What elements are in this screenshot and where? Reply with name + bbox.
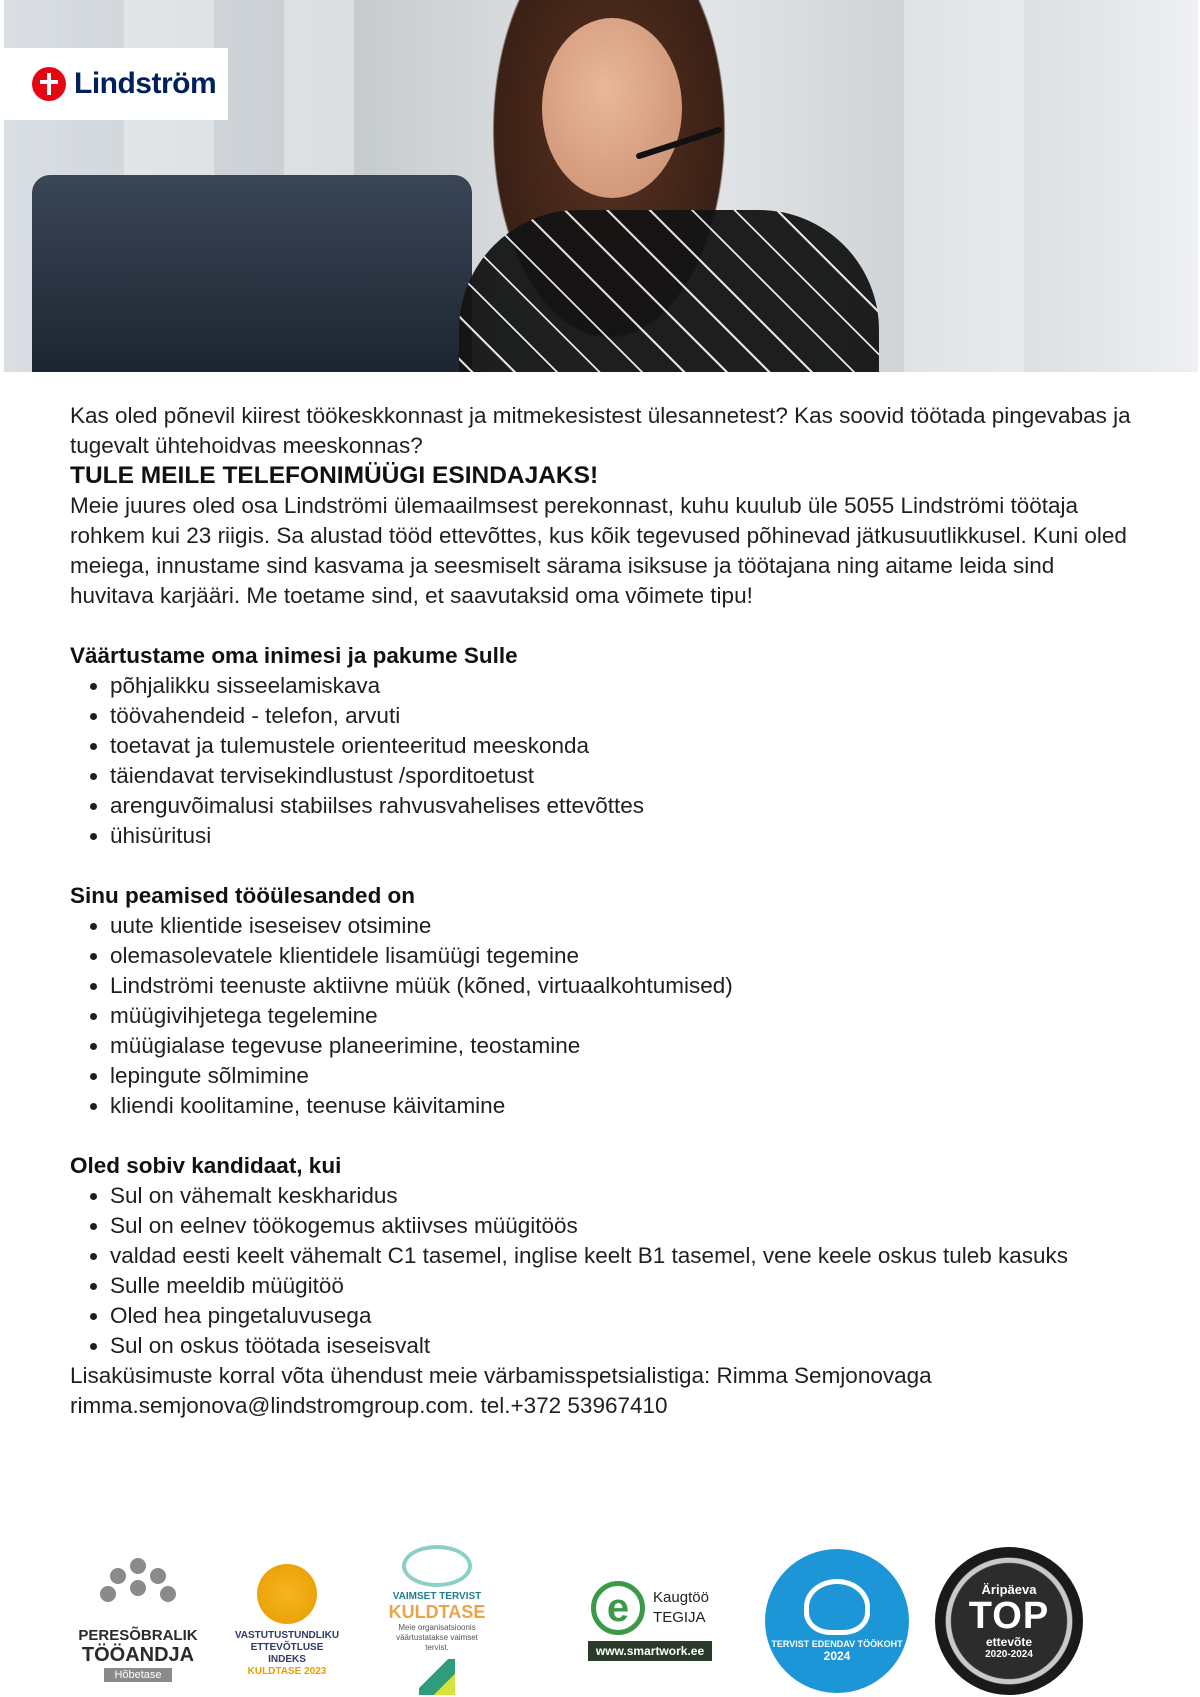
laptop-illustration [32, 175, 472, 372]
person-face [542, 18, 682, 198]
headline: TULE MEILE TELEFONIMÜÜGI ESINDAJAKS! [70, 462, 599, 489]
responsible-business-index-badge: VASTUTUSTUNDLIKU ETTEVÕTLUSE INDEKS KULDTASE 2023 [232, 1553, 342, 1688]
health-promoting-workplace-badge: TERVIST EDENDAV TÖÖKOHT 2024 [765, 1549, 909, 1693]
list-item: • Sul on oskus töötada iseseisvalt [110, 1331, 1140, 1361]
list-item: • lepingute sõlmimine [110, 1061, 1140, 1091]
list-item: • Lindströmi teenuste aktiivne müük (kõned, virtuaalkohtumised) [110, 971, 1140, 1001]
list-item: • uute klientide iseseisev otsimine [110, 911, 1140, 941]
remote-work-badge: e Kaugtöö TEGIJA www.smartwork.ee [575, 1569, 725, 1673]
contact-line: Lisaküsimuste korral võta ühendust meie värbamisspetsialistiga: Rimma Semjonovaga [70, 1363, 932, 1388]
list-item: • Sul on vähemalt keskharidus [110, 1181, 1140, 1211]
contact-details: rimma.semjonova@lindstromgroup.com. tel.+372 53967410 [70, 1393, 668, 1418]
lindstrom-logo-icon [32, 67, 66, 101]
list-item: • müügivihjetega tegelemine [110, 1001, 1140, 1031]
award-badges [0, 1545, 1200, 1697]
mental-health-gold-badge: VAIMSET TERVIST KULDTASE Meie organisatsioonis väärtustatakse vaimset tervist. [372, 1545, 502, 1695]
e-logo-icon: e [591, 1581, 645, 1635]
top-company-badge: Äripäeva TOP ettevõte 2020-2024 [935, 1547, 1083, 1695]
list-item: • Sul on eelnev töökogemus aktiivses müügitöös [110, 1211, 1140, 1241]
list-item: • toetavat ja tulemustele orienteeritud meeskonda [110, 731, 1140, 761]
job-ad-body [70, 401, 1140, 1421]
stripe-graphic [419, 1659, 455, 1695]
list-item: • Oled hea pingetaluvusega [110, 1301, 1140, 1331]
list-item: • müügialase tegevuse planeerimine, teostamine [110, 1031, 1140, 1061]
about-text: Meie juures oled osa Lindströmi ülemaailmsest perekonnast, kuhu kuulub üle 5055 Lindströmi töötaja rohkem kui 23 riigis. Sa alustad tööd ettevõttes, kus kõik tegevused põhinevad jätkusuutlikkusel. Kuni oled meiega, innustame sind kasvama ja seesmiselt särama isiksuse ja töötajana ning aitame leida sind huvitava karjääri. Me toetame sind, et saavutaksid oma võimete tipu! [70, 493, 1127, 608]
section-title-tasks: Sinu peamised tööülesanded on [70, 883, 416, 908]
tasks-list [70, 911, 1140, 1121]
tree-icon [98, 1558, 178, 1628]
section-title-benefits: Väärtustame oma inimesi ja pakume Sulle [70, 643, 518, 668]
list-item: • täiendavat tervisekindlustust /sporditoetust [110, 761, 1140, 791]
list-item: • olemasolevatele klientidele lisamüügi tegemine [110, 941, 1140, 971]
hand-heart-icon [804, 1579, 870, 1635]
requirements-list [70, 1181, 1140, 1361]
list-item: • valdad eesti keelt vähemalt C1 tasemel, inglise keelt B1 tasemel, vene keele oskus tuleb kasuks [110, 1241, 1140, 1271]
benefits-list [70, 671, 1140, 851]
list-item: • põhjalikku sisseelamiskava [110, 671, 1140, 701]
family-friendly-employer-badge: PERESÕBRALIK TÖÖANDJA Hõbetase [86, 1555, 190, 1685]
list-item: • Sulle meeldib müügitöö [110, 1271, 1140, 1301]
list-item: • arenguvõimalusi stabiilses rahvusvahelises ettevõttes [110, 791, 1140, 821]
mental-health-icon [402, 1545, 472, 1587]
list-item: • töövahendeid - telefon, arvuti [110, 701, 1140, 731]
list-item: • ühisüritusi [110, 821, 1140, 851]
logo-name: Lindström [74, 67, 217, 100]
list-item: • kliendi koolitamine, teenuse käivitamine [110, 1091, 1140, 1121]
apple-heart-icon [257, 1564, 317, 1624]
intro-text: Kas oled põnevil kiirest töökeskkonnast ja mitmekesistest ülesannetest? Kas soovid töötada pingevabas ja tugevalt ühtehoidvas meeskonnas? [70, 403, 1131, 458]
lindstrom-logo [4, 48, 228, 120]
section-title-requirements: Oled sobiv kandidaat, kui [70, 1153, 342, 1178]
